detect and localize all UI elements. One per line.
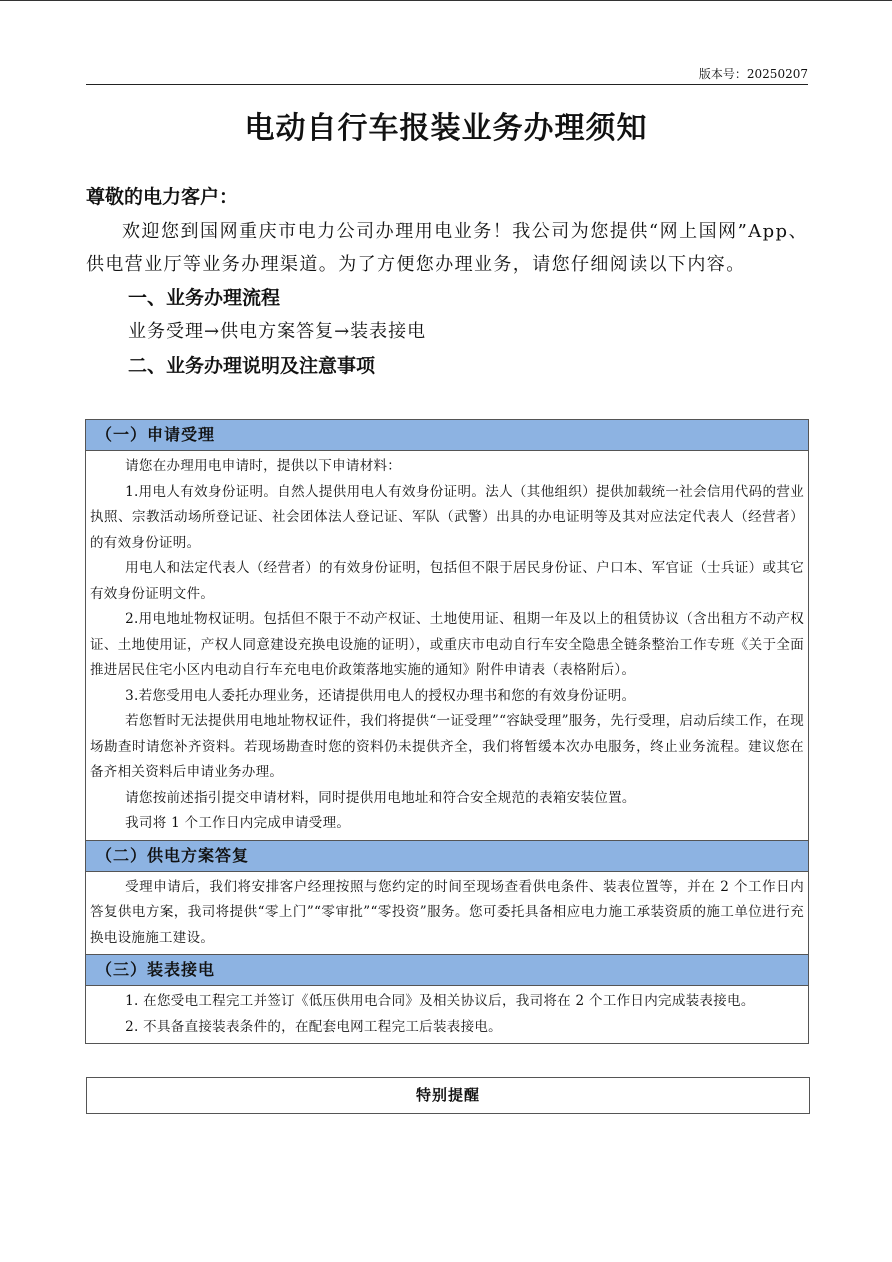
intro-content (86, 181, 808, 383)
table-paragraph: 用电人和法定代表人（经营者）的有效身份证明，包括但不限于居民身份证、户口本、军官证（士兵证）或其它有效身份证明文件。 (90, 560, 804, 602)
header-divider (86, 84, 808, 85)
table-paragraph: 请您按前述指引提交申请材料，同时提供用电地址和符合安全规范的表箱安装位置。 (125, 789, 636, 806)
greeting: 尊敬的电力客户： (86, 186, 239, 208)
special-reminder: 特别提醒 (86, 1077, 810, 1114)
table-paragraph: 1.用电人有效身份证明。自然人提供用电人有效身份证明。法人（其他组织）提供加载统一社会信用代码的营业执照、宗教活动场所登记证、社会团体法人登记证、军队（武警）出具的办电证明等及其对应法定代表人（经营者）的有效身份证明。 (90, 483, 804, 551)
section2-title: 二、业务办理说明及注意事项 (128, 355, 376, 377)
section1-title: 一、业务办理流程 (128, 287, 281, 309)
table-paragraph: 2.用电地址物权证明。包括但不限于不动产权证、土地使用证、租期一年及以上的租赁协议（含出租方不动产权证、土地使用证，产权人同意建设充换电设施的证明），或重庆市电动自行车安全隐患全链条整治工作专班《关于全面推进居民住宅小区内电动自行车充电电价政策落地实施的通知》附件申请表（表格附后）。 (90, 611, 804, 678)
table-section-body (86, 986, 808, 1043)
table-section-header: （二）供电方案答复 (86, 841, 808, 872)
document-title: 电动自行车报装业务办理须知 (244, 111, 648, 146)
table-paragraph: 3.若您受用电人委托办理业务，还请提供用电人的授权办理书和您的有效身份证明。 (125, 687, 636, 704)
table-section-header: （一）申请受理 (86, 420, 808, 451)
table-paragraph: 1. 在您受电工程完工并签订《低压供用电合同》及相关协议后，我司将在 2 个工作日内完成装表接电。 (125, 993, 755, 1009)
intro-paragraph: 欢迎您到国网重庆市电力公司办理用电业务！我公司为您提供“网上国网”App、供电营业厅等业务办理渠道。为了方便您办理业务，请您仔细阅读以下内容。 (86, 221, 808, 275)
table-paragraph: 我司将 1 个工作日内完成申请受理。 (125, 815, 351, 831)
table-section-body (86, 451, 808, 841)
process-flow: 业务受理→供电方案答复→装表接电 (128, 321, 427, 342)
table-section-body (86, 872, 808, 956)
table-paragraph: 2. 不具备直接装表条件的，在配套电网工程完工后装表接电。 (125, 1018, 502, 1035)
version-number: 版本号：20250207 (698, 67, 808, 81)
table-paragraph: 若您暂时无法提供用电地址物权证件，我们将提供“一证受理”“容缺受理”服务，先行受理，启动后续工作，在现场勘查时请您补齐资料。若现场勘查时您的资料仍未提供齐全，我们将暂缓本次办电服务，终止业务流程。建议您在备齐相关资料后申请业务办理。 (90, 713, 804, 780)
table-paragraph: 请您在办理用电申请时，提供以下申请材料： (125, 458, 402, 474)
table-section-header: （三）装表接电 (86, 955, 808, 986)
table-paragraph: 受理申请后，我们将安排客户经理按照与您约定的时间至现场查看供电条件、装表位置等，并在 2 个工作日内答复供电方案，我司将提供“零上门”“零审批”“零投资”服务。您可委托具备相应电力施工承装资质的施工单位进行充换电设施施工建设。 (90, 878, 804, 946)
notes-table (85, 419, 809, 1044)
